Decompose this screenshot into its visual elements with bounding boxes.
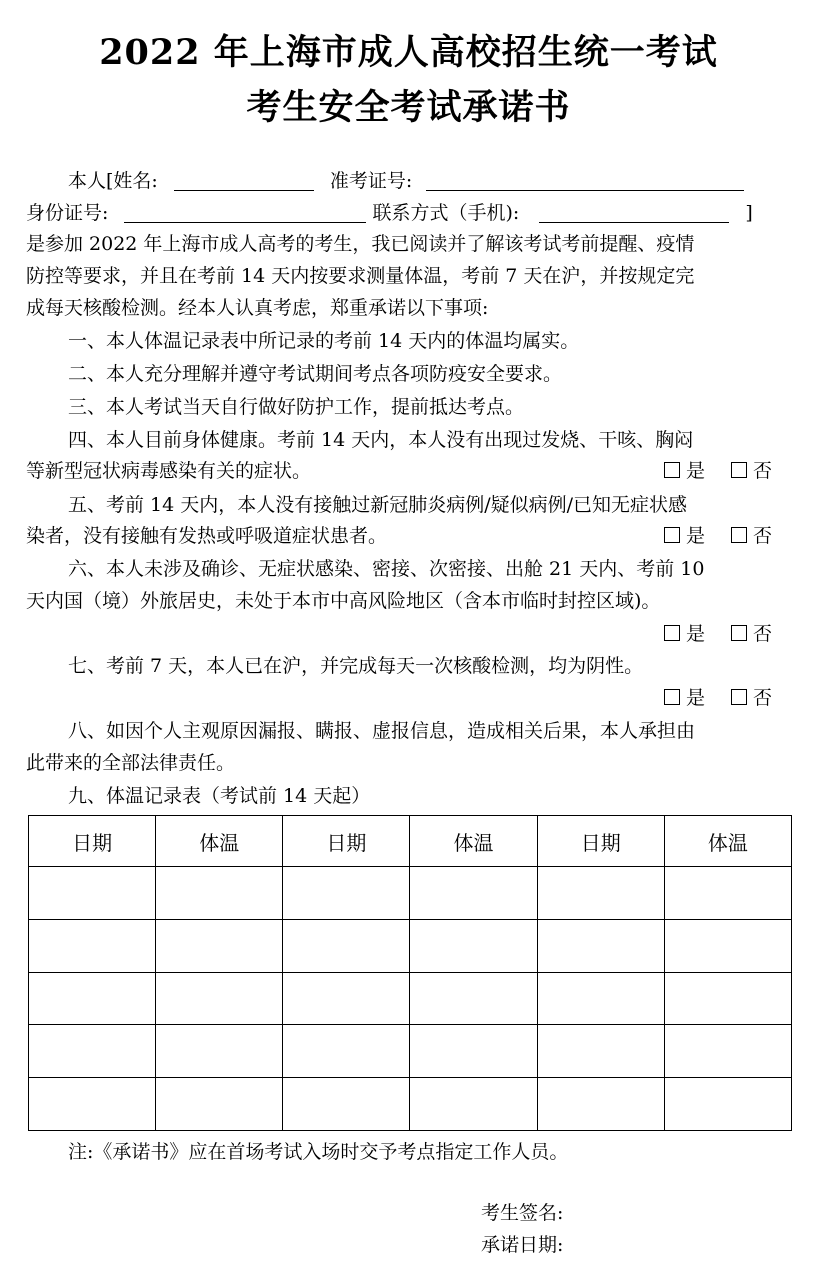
table-cell[interactable] bbox=[156, 919, 283, 972]
table-cell[interactable] bbox=[29, 919, 156, 972]
table-cell[interactable] bbox=[283, 1078, 410, 1131]
table-cell[interactable] bbox=[410, 1078, 537, 1131]
item-6-line-1: 六、本人未涉及确诊、无症状感染、密接、次密接、出舱 21 天内、考前 10 bbox=[68, 558, 705, 580]
table-cell[interactable] bbox=[29, 867, 156, 920]
table-cell[interactable] bbox=[410, 919, 537, 972]
table-cell[interactable] bbox=[283, 867, 410, 920]
table-row bbox=[29, 972, 792, 1025]
table-cell[interactable] bbox=[664, 1025, 791, 1078]
item-9: 九、体温记录表（考试前 14 天起） bbox=[68, 785, 371, 807]
table-cell[interactable] bbox=[156, 972, 283, 1025]
table-cell[interactable] bbox=[537, 919, 664, 972]
table-cell[interactable] bbox=[664, 972, 791, 1025]
table-row bbox=[29, 1025, 792, 1078]
item-7-yes-checkbox[interactable] bbox=[664, 689, 680, 705]
column-header-temperature: 体温 bbox=[410, 816, 537, 867]
table-cell[interactable] bbox=[537, 972, 664, 1025]
item-5-line-1: 五、考前 14 天内，本人没有接触过新冠肺炎病例/疑似病例/已知无症状感 bbox=[68, 494, 688, 516]
item-1: 一、本人体温记录表中所记录的考前 14 天内的体温均属实。 bbox=[68, 330, 580, 352]
item-8-line-2: 此带来的全部法律责任。 bbox=[26, 752, 236, 774]
intro-line-2: 防控等要求，并且在考前 14 天内按要求测量体温，考前 7 天在沪，并按规定完 bbox=[26, 265, 695, 287]
close-bracket: ] bbox=[745, 202, 753, 224]
item-5-line-2: 染者，没有接触有发热或呼吸道症状患者。 bbox=[26, 525, 388, 547]
intro-line-1: 是参加 2022 年上海市成人高考的考生，我已阅读并了解该考试考前提醒、疫情 bbox=[26, 233, 695, 255]
item-6-no-checkbox[interactable] bbox=[731, 625, 747, 641]
table-cell[interactable] bbox=[29, 1025, 156, 1078]
yes-label: 是 bbox=[685, 687, 705, 709]
no-label: 否 bbox=[752, 525, 772, 547]
yes-label: 是 bbox=[685, 623, 705, 645]
commitment-date-label: 承诺日期: bbox=[481, 1234, 564, 1256]
table-cell[interactable] bbox=[537, 1078, 664, 1131]
column-header-date: 日期 bbox=[29, 816, 156, 867]
table-cell[interactable] bbox=[29, 972, 156, 1025]
table-cell[interactable] bbox=[664, 1078, 791, 1131]
table-cell[interactable] bbox=[156, 1078, 283, 1131]
table-row bbox=[29, 919, 792, 972]
document-title: 2022 年上海市成人高校招生统一考试 bbox=[99, 32, 718, 73]
item-7: 七、考前 7 天，本人已在沪，并完成每天一次核酸检测，均为阴性。 bbox=[68, 655, 644, 677]
contact-field[interactable] bbox=[539, 200, 729, 223]
item-6-choice bbox=[664, 619, 772, 649]
table-cell[interactable] bbox=[410, 1025, 537, 1078]
exam-id-label: 准考证号: bbox=[329, 170, 413, 192]
submission-note: 注:《承诺书》应在首场考试入场时交予考点指定工作人员。 bbox=[68, 1141, 569, 1163]
item-3: 三、本人考试当天自行做好防护工作，提前抵达考点。 bbox=[68, 396, 525, 418]
item-5-choice bbox=[664, 521, 772, 551]
table-cell[interactable] bbox=[664, 919, 791, 972]
item-4-choice bbox=[664, 456, 772, 486]
table-cell[interactable] bbox=[283, 972, 410, 1025]
table-header-row bbox=[29, 816, 792, 867]
column-header-temperature: 体温 bbox=[156, 816, 283, 867]
table-row bbox=[29, 867, 792, 920]
item-2: 二、本人充分理解并遵守考试期间考点各项防疫安全要求。 bbox=[68, 363, 563, 385]
table-cell[interactable] bbox=[537, 1025, 664, 1078]
item-4-yes-checkbox[interactable] bbox=[664, 462, 680, 478]
column-header-date: 日期 bbox=[537, 816, 664, 867]
table-cell[interactable] bbox=[156, 867, 283, 920]
document-subtitle: 考生安全考试承诺书 bbox=[246, 87, 571, 128]
yes-label: 是 bbox=[685, 460, 705, 482]
item-4-line-1: 四、本人目前身体健康。考前 14 天内，本人没有出现过发烧、干咳、胸闷 bbox=[68, 429, 694, 451]
table-cell[interactable] bbox=[664, 867, 791, 920]
table-cell[interactable] bbox=[283, 1025, 410, 1078]
column-header-temperature: 体温 bbox=[664, 816, 791, 867]
no-label: 否 bbox=[752, 623, 772, 645]
item-7-no-checkbox[interactable] bbox=[731, 689, 747, 705]
name-field[interactable] bbox=[174, 168, 314, 191]
item-8-line-1: 八、如因个人主观原因漏报、瞒报、虚报信息，造成相关后果，本人承担由 bbox=[68, 720, 696, 742]
table-cell[interactable] bbox=[29, 1078, 156, 1131]
item-6-line-2: 天内国（境）外旅居史，未处于本市中高风险地区（含本市临时封控区域)。 bbox=[26, 590, 661, 612]
item-5-yes-checkbox[interactable] bbox=[664, 527, 680, 543]
item-4-line-2: 等新型冠状病毒感染有关的症状。 bbox=[26, 460, 312, 482]
table-cell[interactable] bbox=[410, 867, 537, 920]
temperature-record-table bbox=[28, 815, 792, 1131]
name-line bbox=[26, 166, 792, 196]
table-cell[interactable] bbox=[410, 972, 537, 1025]
table-cell[interactable] bbox=[537, 867, 664, 920]
signature-label: 考生签名: bbox=[481, 1202, 564, 1224]
no-label: 否 bbox=[752, 687, 772, 709]
intro-line-3: 成每天核酸检测。经本人认真考虑，郑重承诺以下事项: bbox=[26, 297, 489, 319]
column-header-date: 日期 bbox=[283, 816, 410, 867]
no-label: 否 bbox=[752, 460, 772, 482]
exam-id-field[interactable] bbox=[426, 168, 744, 191]
contact-label: 联系方式（手机): bbox=[372, 202, 520, 224]
id-card-label: 身份证号: bbox=[26, 202, 109, 224]
id-card-field[interactable] bbox=[124, 200, 366, 223]
table-row bbox=[29, 1078, 792, 1131]
table-cell[interactable] bbox=[156, 1025, 283, 1078]
item-4-no-checkbox[interactable] bbox=[731, 462, 747, 478]
item-5-no-checkbox[interactable] bbox=[731, 527, 747, 543]
yes-label: 是 bbox=[685, 525, 705, 547]
name-label: 本人[姓名: bbox=[68, 170, 158, 192]
item-6-yes-checkbox[interactable] bbox=[664, 625, 680, 641]
table-cell[interactable] bbox=[283, 919, 410, 972]
id-contact-line bbox=[26, 198, 792, 228]
item-7-choice bbox=[664, 683, 772, 713]
